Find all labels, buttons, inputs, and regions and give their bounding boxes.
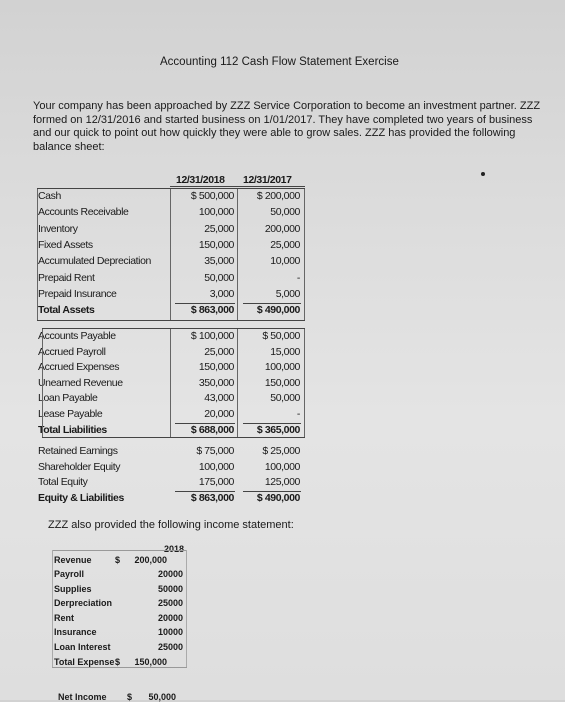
row-label: Accumulated Depreciation — [38, 255, 151, 268]
income-row-value: 10000 — [157, 627, 183, 638]
value-2018: 350,000 — [198, 376, 234, 389]
value-2018: $ 863,000 — [190, 491, 234, 504]
value-2018: 20,000 — [204, 408, 234, 420]
row-label: Unearned Revenue — [38, 376, 123, 389]
row-label: Accrued Expenses — [38, 361, 120, 374]
grid-line — [237, 328, 238, 437]
income-row-label: Derpreciation — [54, 598, 113, 609]
value-2017: 50,000 — [270, 392, 300, 405]
income-row-value: 20000 — [157, 569, 183, 579]
income-row-label: Supplies — [54, 583, 92, 594]
value-2017: $ 490,000 — [256, 304, 300, 317]
income-row-value: 25000 — [157, 598, 183, 609]
total-rule — [175, 303, 235, 304]
income-row-label: Payroll — [54, 569, 85, 579]
row-label: Prepaid Insurance — [38, 287, 117, 300]
income-row-label: Insurance — [54, 627, 97, 638]
value-2017: $ 25,000 — [262, 445, 300, 457]
value-2018: 100,000 — [198, 460, 234, 473]
value-2017: 25,000 — [270, 238, 300, 251]
value-2017: - — [296, 408, 300, 420]
value-2017: $ 200,000 — [256, 190, 300, 202]
income-row-value: 50000 — [157, 583, 183, 594]
row-label: Total Assets — [38, 304, 95, 317]
value-2017: $ 50,000 — [262, 330, 300, 342]
header-2017: 12/31/2017 — [243, 174, 292, 186]
net-income-value: $ 50,000 — [127, 692, 177, 702]
grid-line — [170, 188, 171, 320]
grid-line — [304, 328, 305, 437]
row-label: Prepaid Rent — [38, 271, 95, 284]
row-label: Shareholder Equity — [38, 460, 121, 473]
row-label: Total Equity — [38, 476, 88, 488]
header-2018: 12/31/2018 — [176, 174, 225, 186]
value-2018: 50,000 — [204, 271, 234, 284]
grid-line — [237, 188, 238, 320]
row-label: Fixed Assets — [38, 238, 93, 251]
row-label: Accrued Payroll — [38, 345, 106, 358]
grid-line — [52, 667, 187, 668]
value-2018: $ 688,000 — [190, 423, 234, 436]
grid-line — [42, 328, 43, 437]
grid-line — [37, 188, 38, 320]
value-2017: - — [296, 271, 300, 284]
grid-line — [52, 550, 53, 667]
total-rule — [243, 423, 301, 424]
page-title: Accounting 112 Cash Flow Statement Exercise — [160, 56, 399, 68]
row-label: Inventory — [38, 222, 78, 235]
income-row-value: $ 150,000 — [115, 656, 168, 667]
income-year-header: 2018 — [163, 544, 184, 554]
income-row-label: Rent — [54, 612, 74, 623]
row-label: Loan Payable — [38, 392, 98, 405]
value-2018: 43,000 — [204, 392, 234, 405]
value-2017: 15,000 — [270, 345, 300, 358]
value-2017: 100,000 — [264, 460, 300, 473]
value-2018: $ 863,000 — [190, 304, 234, 317]
grid-line — [186, 550, 187, 667]
bullet-dot — [481, 172, 485, 176]
value-2018: 100,000 — [198, 206, 234, 219]
row-label: Retained Earnings — [38, 445, 118, 457]
income-statement-label: ZZZ also provided the following income statement: — [48, 519, 294, 531]
value-2018: 175,000 — [198, 476, 234, 488]
row-label: Equity & Liabilities — [38, 491, 124, 504]
grid-line — [170, 186, 305, 187]
value-2018: $ 100,000 — [190, 330, 234, 342]
value-2017: 100,000 — [264, 361, 300, 374]
grid-line — [37, 320, 305, 321]
value-2017: 125,000 — [264, 476, 300, 488]
value-2018: 150,000 — [198, 361, 234, 374]
value-2017: $ 490,000 — [256, 491, 300, 504]
row-label: Cash — [38, 190, 61, 202]
value-2018: $ 500,000 — [190, 190, 234, 202]
value-2017: 50,000 — [270, 206, 300, 219]
grid-line — [304, 188, 305, 320]
value-2017: 5,000 — [275, 287, 300, 300]
value-2018: 3,000 — [209, 287, 234, 300]
income-row-value: 20000 — [157, 612, 183, 623]
value-2018: 35,000 — [204, 255, 234, 268]
grid-line — [42, 328, 305, 329]
income-row-value: $ 200,000 — [115, 555, 168, 565]
total-rule — [243, 491, 301, 492]
income-row-label: Loan Interest — [54, 642, 111, 652]
value-2017: 200,000 — [264, 222, 300, 235]
total-rule — [175, 491, 235, 492]
income-row-value: 25000 — [157, 642, 183, 652]
value-2017: 150,000 — [264, 376, 300, 389]
value-2018: 25,000 — [204, 222, 234, 235]
grid-line — [42, 437, 305, 438]
value-2017: $ 365,000 — [256, 423, 300, 436]
income-row-label: Revenue — [54, 555, 92, 565]
grid-line — [170, 328, 171, 437]
total-rule — [243, 303, 301, 304]
intro-paragraph: Your company has been approached by ZZZ Service Corporation to become an investment partner. ZZZ formed on 12/31/2016 and started business on 1/01/2017. They have completed two years of business and our quick to point out how quickly they were able to grow sales. ZZZ has provided the following balance sheet: — [33, 100, 541, 153]
value-2018: 150,000 — [198, 238, 234, 251]
grid-line — [37, 188, 305, 189]
income-row-label: Total Expense — [54, 656, 115, 667]
value-2018: 25,000 — [204, 345, 234, 358]
net-income-label: Net Income — [58, 692, 107, 702]
total-rule — [175, 423, 235, 424]
row-label: Total Liabilities — [38, 423, 107, 436]
value-2018: $ 75,000 — [196, 445, 234, 457]
value-2017: 10,000 — [270, 255, 300, 268]
grid-line — [52, 550, 187, 551]
row-label: Accounts Receivable — [38, 206, 129, 219]
row-label: Lease Payable — [38, 408, 103, 420]
row-label: Accounts Payable — [38, 330, 116, 342]
